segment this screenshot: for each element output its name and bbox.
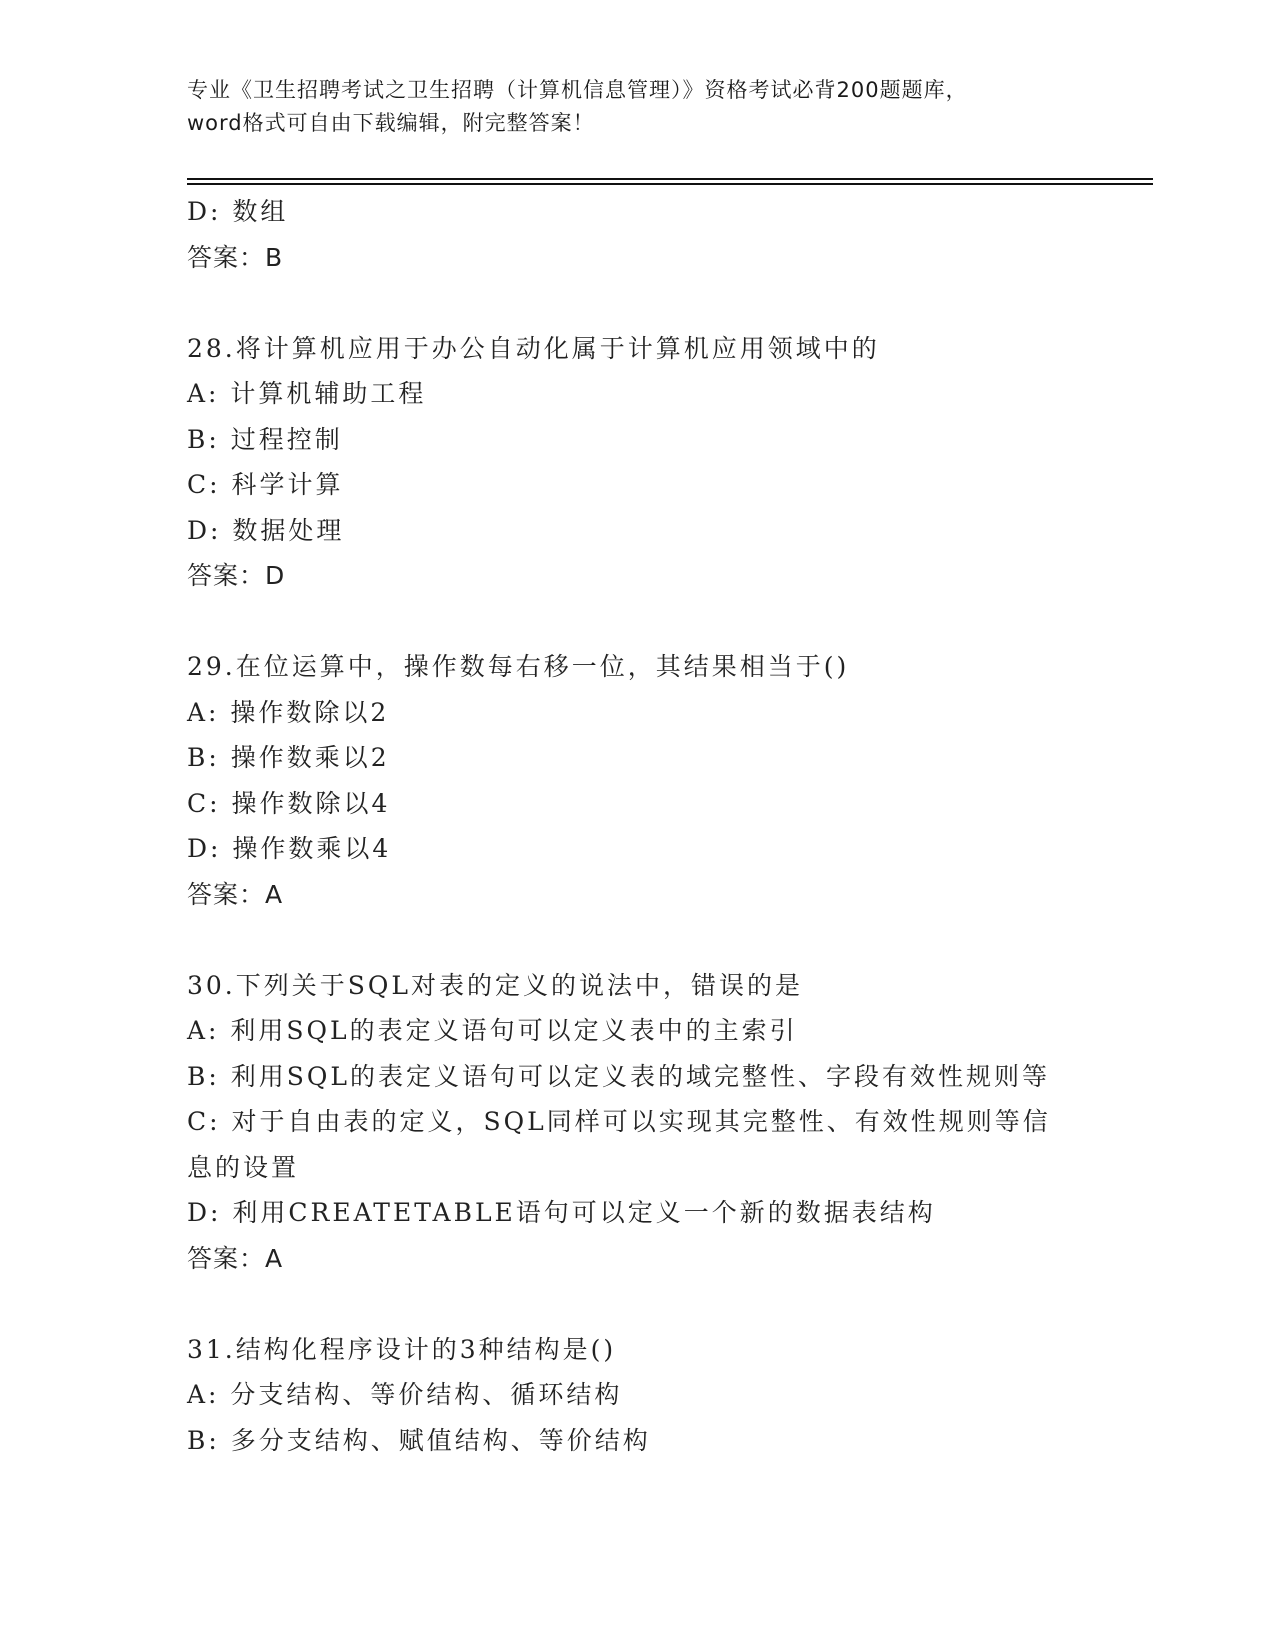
question-30-stem: 30.下列关于SQL对表的定义的说法中，错误的是 xyxy=(187,970,803,1000)
header-divider-top xyxy=(187,178,1153,180)
header-title-line-1: 专业《卫生招聘考试之卫生招聘（计算机信息管理）》资格考试必背200题题库， xyxy=(187,78,968,102)
question-30-option-a: A: 利用SQL的表定义语句可以定义表中的主索引 xyxy=(187,1016,798,1045)
question-28-option-b: B: 过程控制 xyxy=(187,424,343,454)
header-divider-bottom xyxy=(187,183,1153,185)
spacer xyxy=(187,599,1087,645)
question-29-option-a: A: 操作数除以2 xyxy=(187,697,390,727)
question-28-stem: 28.将计算机应用于办公自动化属于计算机应用领域中的 xyxy=(187,333,880,363)
question-30-answer: 答案：A xyxy=(187,1243,284,1273)
question-30-option-d: D: 利用CREATETABLE语句可以定义一个新的数据表结构 xyxy=(187,1198,936,1227)
question-31-option-a: A: 分支结构、等价结构、循环结构 xyxy=(187,1380,623,1409)
question-28-answer: 答案：D xyxy=(187,561,286,590)
question-29-option-d: D: 操作数乘以4 xyxy=(187,834,392,863)
question-27-option-d: D: 数组 xyxy=(187,197,289,226)
spacer xyxy=(187,917,1087,963)
question-29-answer: 答案：A xyxy=(187,879,284,909)
question-31-stem: 31.结构化程序设计的3种结构是() xyxy=(187,1334,617,1364)
question-27-answer: 答案：B xyxy=(187,242,284,272)
document-header xyxy=(187,74,1087,140)
question-list xyxy=(187,189,1087,1463)
spacer xyxy=(187,1281,1087,1327)
question-28-option-c: C: 科学计算 xyxy=(187,470,344,499)
spacer xyxy=(187,280,1087,326)
document-page xyxy=(187,0,1153,1650)
question-29-option-c: C: 操作数除以4 xyxy=(187,788,391,818)
question-31-option-b: B: 多分支结构、赋值结构、等价结构 xyxy=(187,1425,651,1455)
question-28-option-a: A: 计算机辅助工程 xyxy=(187,379,427,408)
question-29-stem: 29.在位运算中，操作数每右移一位，其结果相当于() xyxy=(187,652,850,681)
question-30-option-c: C: 对于自由表的定义，SQL同样可以实现其完整性、有效性规则等信 xyxy=(187,1107,1051,1136)
question-29-option-b: B: 操作数乘以2 xyxy=(187,743,390,772)
header-title-line-2: word格式可自由下载编辑，附完整答案！ xyxy=(187,111,595,135)
question-28-option-d: D: 数据处理 xyxy=(187,515,345,545)
question-30-option-b: B: 利用SQL的表定义语句可以定义表的域完整性、字段有效性规则等 xyxy=(187,1061,1050,1091)
question-30-option-c-continued: 息的设置 xyxy=(187,1152,300,1182)
